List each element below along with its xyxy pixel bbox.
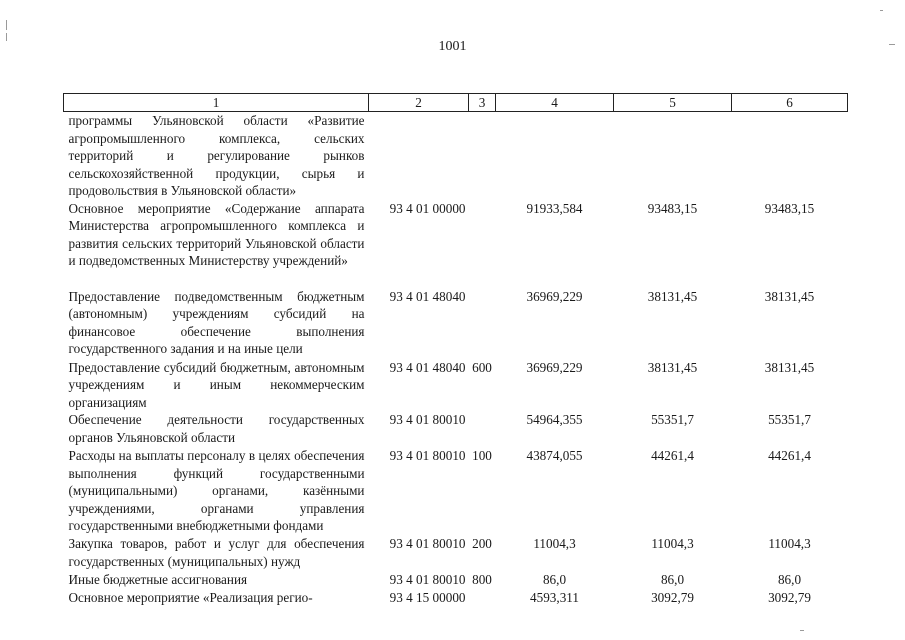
row-expense-type: 100	[472, 448, 492, 463]
row-name: Предоставление субсидий бюджетным, автономным учреждениям и иным некоммерческим организациям	[68, 359, 365, 410]
row-expense-type	[469, 589, 496, 607]
row-code: 93 4 01 00000	[389, 200, 466, 216]
table-row	[64, 571, 848, 589]
row-code: 93 4 01 80010	[389, 536, 466, 551]
row-value-3: 38131,45	[764, 359, 815, 375]
row-value-1: 91933,584	[526, 200, 583, 216]
header-col-1: 1	[64, 94, 369, 112]
row-name: Обеспечение деятельности государственных органов Ульяновской области	[68, 412, 365, 445]
scan-speck	[880, 10, 883, 11]
row-value-2: 3092,79	[651, 590, 694, 605]
row-code: 93 4 01 80010	[389, 412, 466, 427]
row-value-1: 54964,355	[526, 412, 583, 427]
row-expense-type	[469, 200, 496, 288]
header-col-6: 6	[732, 94, 848, 112]
row-value-2: 38131,45	[647, 359, 698, 375]
row-value-2	[614, 112, 732, 200]
table-row	[64, 589, 848, 607]
row-code: 93 4 01 80010	[389, 448, 466, 463]
scan-speck	[6, 33, 7, 41]
row-code: 93 4 01 80010	[389, 572, 466, 587]
table-row	[64, 447, 848, 535]
row-expense-type	[469, 288, 496, 359]
table-body	[64, 112, 848, 608]
header-row	[64, 94, 848, 112]
row-value-3: 11004,3	[768, 536, 811, 551]
table-row	[64, 200, 848, 288]
row-name: Предоставление подведомственным бюджетным (автономным) учреждениям субсидий на финансовое обеспечение выполнения государственного задания и на иные цели	[68, 288, 365, 356]
row-code: 93 4 15 00000	[389, 590, 466, 605]
row-value-2: 11004,3	[651, 536, 694, 551]
row-name: Закупка товаров, работ и услуг для обеспечения государственных (муниципальных) нужд	[68, 536, 365, 569]
row-value-3: 93483,15	[764, 200, 815, 216]
row-value-3: 38131,45	[764, 288, 815, 304]
row-name: Основное мероприятие «Реализация регио-	[68, 590, 313, 605]
row-value-1: 36969,229	[526, 288, 583, 304]
header-col-5: 5	[614, 94, 732, 112]
row-value-3: 44261,4	[768, 448, 811, 463]
row-value-3: 55351,7	[768, 412, 811, 427]
row-expense-type: 200	[472, 536, 492, 551]
header-col-4: 4	[496, 94, 614, 112]
row-value-2: 93483,15	[647, 200, 698, 216]
row-code: 93 4 01 48040	[389, 359, 466, 375]
row-code: 93 4 01 48040	[389, 288, 466, 304]
row-value-1: 43874,055	[526, 448, 583, 463]
row-value-1: 11004,3	[533, 536, 576, 551]
row-value-2: 86,0	[660, 572, 685, 587]
row-value-2: 55351,7	[651, 412, 694, 427]
budget-table	[63, 93, 848, 607]
table-row	[64, 411, 848, 447]
row-value-1: 4593,311	[530, 590, 579, 605]
row-value-1	[496, 112, 614, 200]
row-expense-type	[469, 411, 496, 447]
table-row	[64, 288, 848, 359]
row-value-1: 86,0	[542, 572, 567, 587]
row-value-2: 38131,45	[647, 288, 698, 304]
row-value-2: 44261,4	[651, 448, 694, 463]
table-row	[64, 112, 848, 200]
row-expense-type: 600	[472, 359, 492, 375]
scan-speck	[800, 630, 804, 631]
row-name: Расходы на выплаты персоналу в целях обеспечения выполнения функций государственными (муниципальными) органами, казёнными учреждениями, органами управления государственными внебюджетными фондами	[68, 448, 365, 533]
row-value-1: 36969,229	[526, 359, 583, 375]
row-value-3: 86,0	[777, 572, 802, 587]
row-code	[369, 112, 469, 200]
row-name: Иные бюджетные ассигнования	[68, 572, 248, 587]
scan-speck	[889, 44, 895, 45]
row-value-3	[732, 112, 848, 200]
header-col-3: 3	[469, 94, 496, 112]
header-col-2: 2	[369, 94, 469, 112]
page-number: 1001	[438, 39, 467, 54]
scan-speck	[6, 20, 7, 30]
row-expense-type	[469, 112, 496, 200]
table-row	[64, 359, 848, 412]
row-name: программы Ульяновской области «Развитие агропромышленного комплекса, сельских территорий и регулирование рынков сельскохозяйственной продукции, сырья и продовольствия в Ульяновской области»	[68, 113, 365, 198]
row-name: Основное мероприятие «Содержание аппарата Министерства агропромышленного комплекса и развития сельских территорий Ульяновской области и подведомственных Министерству учреждений»	[68, 200, 365, 268]
table-row	[64, 535, 848, 571]
table-header	[64, 94, 848, 112]
row-expense-type: 800	[472, 572, 492, 587]
row-value-3: 3092,79	[768, 590, 811, 605]
